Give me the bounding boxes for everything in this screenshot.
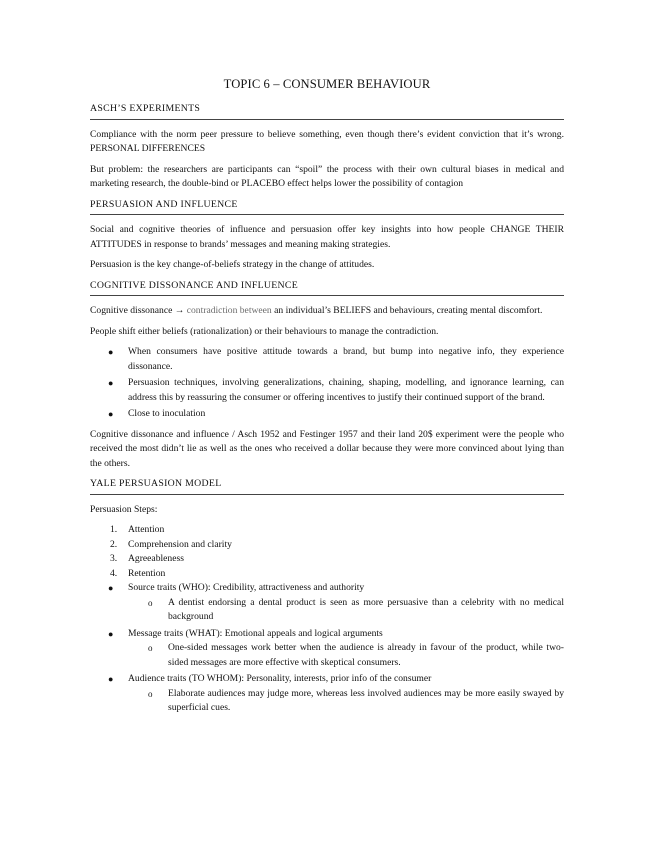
heading-yale-model: YALE PERSUASION MODEL [90, 477, 564, 495]
bullet-icon: ● [108, 674, 114, 684]
sub-bullet-icon: o [148, 688, 153, 699]
heading-cognitive-dissonance: COGNITIVE DISSONANCE AND INFLUENCE [90, 279, 564, 297]
sub-list [90, 641, 564, 670]
sub-bullet-icon: o [148, 643, 153, 653]
sub-list [90, 687, 564, 716]
sub-list-item: o One-sided messages work better when the audience is already in favour of the product, while two-sided messages are more effective with skeptical consumers. [148, 642, 564, 668]
list-item: ● Source traits (WHO): Credibility, attractiveness and authority o A dentist endorsing a dental product is seen as more persuasive than a celebrity with no medical background [90, 581, 564, 625]
list-item: ● Persuasion techniques, involving generalizations, chaining, shaping, modelling, and ignorance learning, can address this by reassuring the consumer or offering incentives to justify their continued support of the brand. [108, 377, 564, 403]
persuasion-paragraph-1: Social and cognitive theories of influence and persuasion offer key insights into how people CHANGE THEIR ATTITUDES in response to brands’ messages and meaning making strategies. [90, 224, 564, 250]
list-item: 1. Attention [110, 524, 165, 535]
cognitive-bullet-list [90, 345, 564, 422]
bullet-icon: ● [108, 583, 114, 593]
list-item: 3. Agreeableness [110, 553, 184, 564]
list-item: ● When consumers have positive attitude towards a brand, but bump into negative info, they experience dissonance. [108, 346, 564, 372]
bullet-icon: ● [108, 347, 114, 357]
sub-list-item: o A dentist endorsing a dental product is seen as more persuasive than a celebrity with no medical background [148, 596, 564, 622]
list-item: ● Message traits (WHAT): Emotional appeals and logical arguments o One-sided messages work better when the audience is already in favour of the product, while two-sided messages are more effective with skeptical consumers. [90, 627, 564, 671]
sub-bullet-icon: o [148, 597, 153, 608]
contradiction-phrase: contradiction between [186, 305, 272, 316]
yale-intro: Persuasion Steps: [90, 503, 158, 515]
cognitive-paragraph-2: People shift either beliefs (rationalization) or their behaviours to manage the contradiction. [90, 325, 439, 337]
cognitive-paragraph-3: Cognitive dissonance and influence / Asch 1952 and Festinger 1957 and their land 20$ experiment were the people who received the most didn’t lie as well as the ones who received a dollar because they were more convinced about lying than the others. [90, 428, 564, 469]
list-item: 2. Comprehension and clarity [110, 538, 232, 550]
heading-persuasion: PERSUASION AND INFLUENCE [90, 198, 564, 216]
heading-asch: ASCH’S EXPERIMENTS [90, 102, 564, 120]
list-item: ● Close to inoculation [90, 407, 564, 422]
persuasion-paragraph-2: Persuasion is the key change-of-beliefs strategy in the change of attitudes. [90, 259, 375, 270]
document-title: TOPIC 6 – CONSUMER BEHAVIOUR [223, 77, 431, 91]
list-item: ● Audience traits (TO WHOM): Personality, interests, prior info of the consumer o Elaborate audiences may judge more, whereas less involved audiences may be more easily swayed by superficial cues. [90, 672, 564, 716]
list-item: 4. Retention [110, 567, 166, 579]
traits-list [90, 581, 564, 716]
asch-paragraph-1: Compliance with the norm peer pressure to believe something, even though there’s evident conviction that it’s wrong. PERSONAL DIFFERENCES [90, 128, 564, 154]
arrow-icon: → [174, 305, 185, 316]
cognitive-paragraph-1 [90, 304, 564, 319]
asch-paragraph-2: But problem: the researchers are participants can “spoil” the process with their own cultural biases in medical and marketing research, the double-bind or PLACEBO effect helps lower the possibility of contagion [90, 163, 564, 189]
bullet-icon: ● [108, 409, 114, 419]
cognitive-definition: an individual’s BELIEFS and behaviours, creating mental discomfort. [274, 305, 543, 316]
bullet-icon: ● [108, 628, 114, 639]
sub-list [90, 596, 564, 625]
cognitive-term: Cognitive dissonance [90, 305, 173, 316]
bullet-icon: ● [108, 378, 114, 388]
document-page [90, 76, 564, 722]
sub-list-item: o Elaborate audiences may judge more, whereas less involved audiences may be more easily swayed by superficial cues. [148, 687, 564, 713]
persuasion-steps-list [90, 523, 564, 581]
